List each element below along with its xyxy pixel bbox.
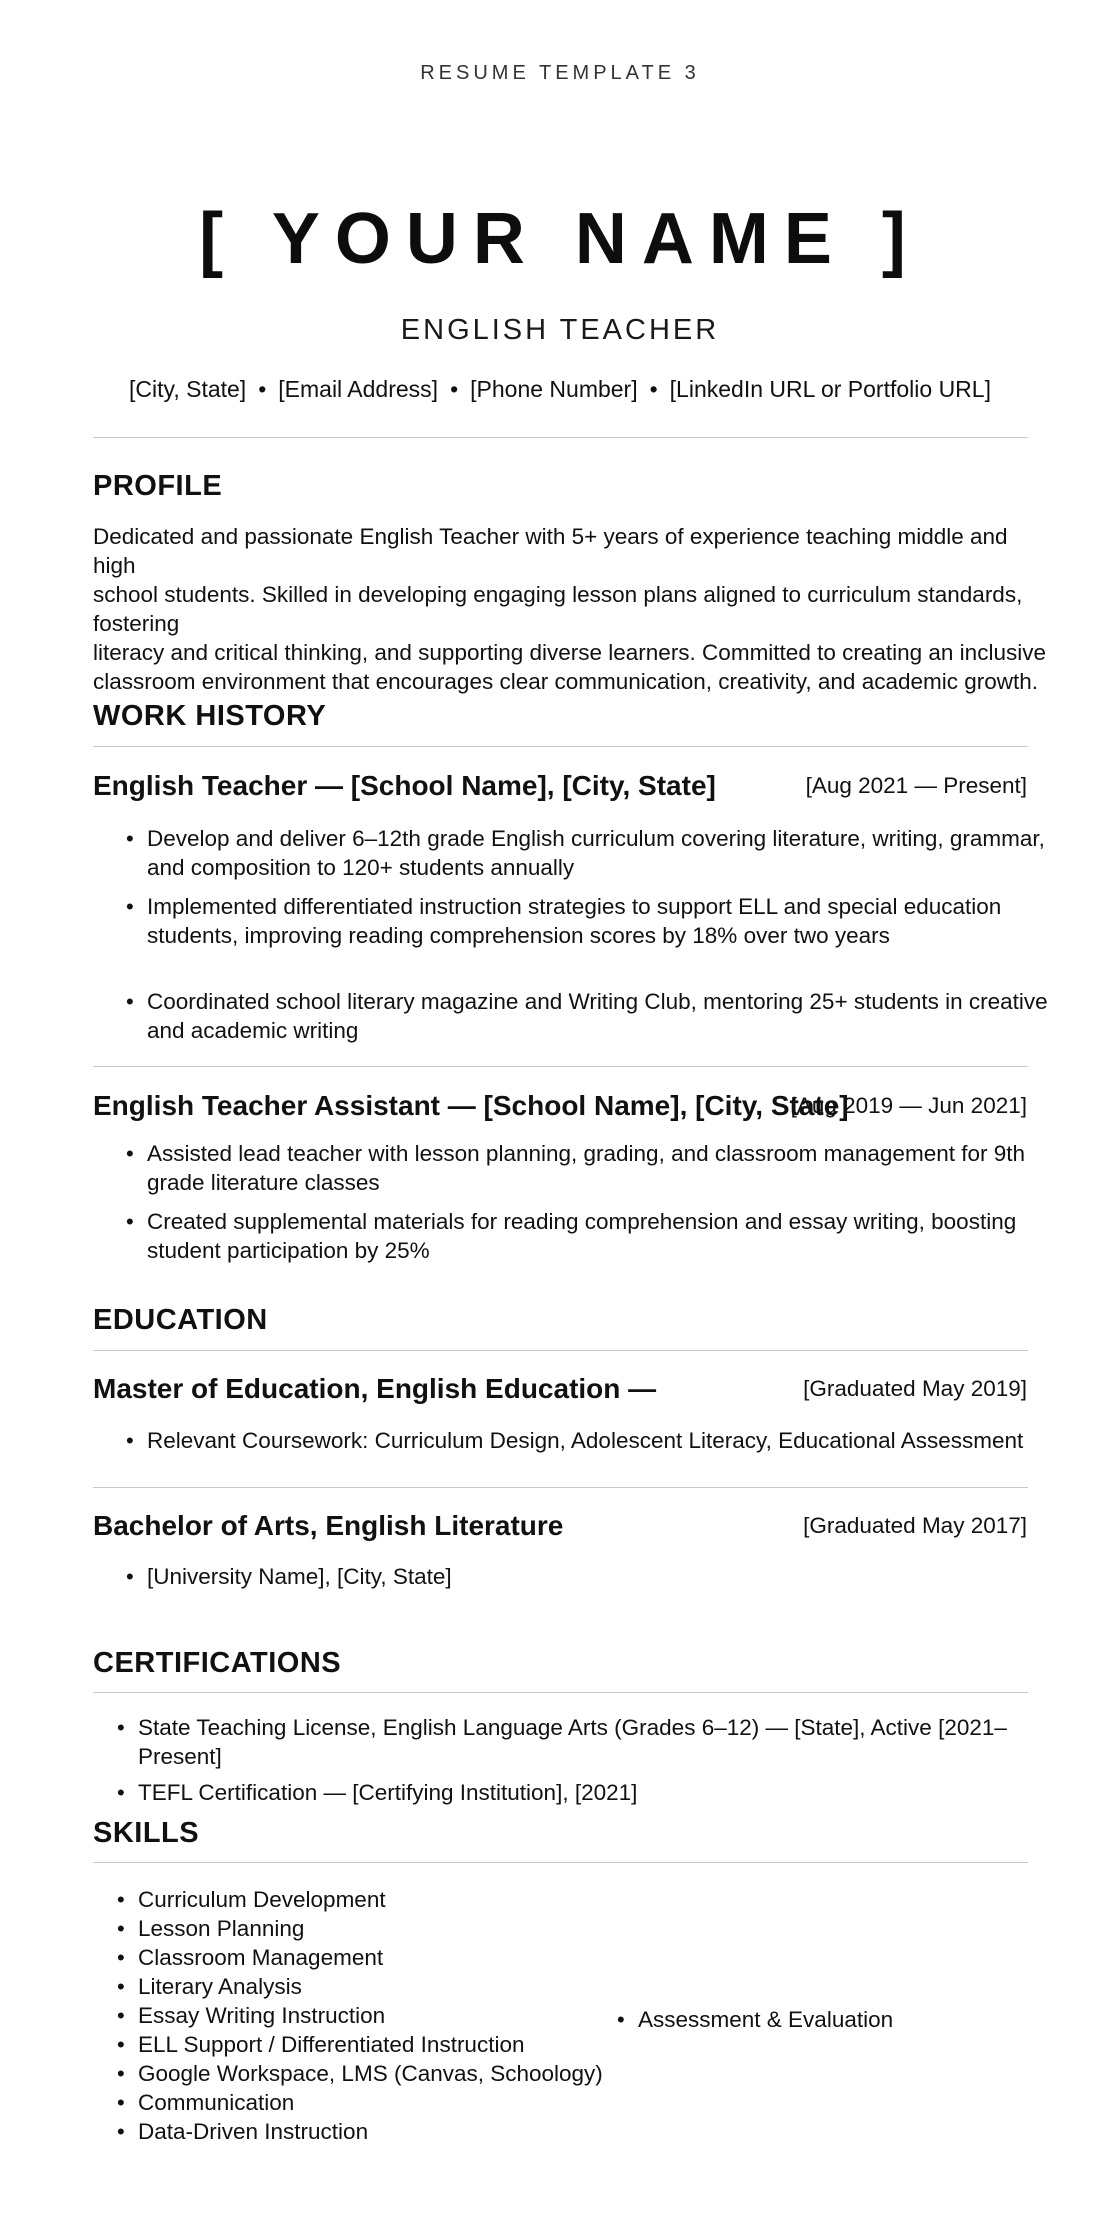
list-item: • Classroom Management xyxy=(93,1943,613,1972)
contact-separator: • xyxy=(258,376,267,402)
profile-line: Dedicated and passionate English Teacher with 5+ years of experience teaching middle and high xyxy=(93,524,1008,578)
education-entry-divider xyxy=(93,1487,1028,1488)
list-item: • Created supplemental materials for reading comprehension and essay writing, boosting student participation by 25% xyxy=(93,1207,1053,1265)
job-divider xyxy=(93,1066,1028,1067)
skills-right-column xyxy=(593,2005,1013,2034)
list-item: • Implemented differentiated instruction strategies to support ELL and special education students, improving reading comprehension scores by 18% over two years xyxy=(93,892,1053,950)
degree-2-title: Bachelor of Arts, English Literature xyxy=(93,1510,564,1541)
job-2-bullets xyxy=(93,1139,1053,1265)
contact-url: [LinkedIn URL or Portfolio URL] xyxy=(669,376,991,402)
contact-email: [Email Address] xyxy=(278,376,439,402)
work-history-heading: WORK HISTORY xyxy=(93,700,327,732)
list-item: • ELL Support / Differentiated Instruction xyxy=(93,2030,613,2059)
contact-line xyxy=(0,376,1120,403)
list-item: • [University Name], [City, State] xyxy=(93,1562,1053,1591)
work-history-divider xyxy=(93,746,1028,747)
profile-heading: PROFILE xyxy=(93,470,223,502)
list-item: • Literary Analysis xyxy=(93,1972,613,2001)
contact-separator: • xyxy=(450,376,459,402)
degree-1-title: Master of Education, English Education — xyxy=(93,1373,657,1404)
skills-divider xyxy=(93,1862,1028,1863)
profile-line: literacy and critical thinking, and supporting diverse learners. Committed to creating an inclusive xyxy=(93,640,1046,665)
profile-line: school students. Skilled in developing engaging lesson plans aligned to curriculum standards, fostering xyxy=(93,582,1023,636)
certifications-heading: CERTIFICATIONS xyxy=(93,1647,342,1679)
skills-heading: SKILLS xyxy=(93,1817,200,1849)
skills-left-column xyxy=(93,1885,613,2146)
education-divider xyxy=(93,1350,1028,1351)
job-1-dates: [Aug 2021 — Present] xyxy=(805,773,1027,798)
degree-1-dates: [Graduated May 2019] xyxy=(803,1376,1027,1401)
list-item: • Assisted lead teacher with lesson planning, grading, and classroom management for 9th grade literature classes xyxy=(93,1139,1053,1197)
header-divider xyxy=(93,437,1028,438)
contact-separator: • xyxy=(649,376,658,402)
list-item: • State Teaching License, English Language Arts (Grades 6–12) — [State], Active [2021–Present] xyxy=(93,1713,1053,1771)
contact-phone: [Phone Number] xyxy=(470,376,638,402)
list-item: • Lesson Planning xyxy=(93,1914,613,1943)
template-label: RESUME TEMPLATE 3 xyxy=(420,62,700,84)
list-item: • TEFL Certification — [Certifying Institution], [2021] xyxy=(93,1778,1053,1807)
candidate-name: [ YOUR NAME ] xyxy=(199,199,921,279)
profile-line: classroom environment that encourages clear communication, creativity, and academic growth. xyxy=(93,669,1039,694)
job-2-dates: [Aug 2019 — Jun 2021] xyxy=(790,1093,1027,1118)
list-item: • Relevant Coursework: Curriculum Design, Adolescent Literacy, Educational Assessment xyxy=(93,1426,1053,1455)
list-item: • Data-Driven Instruction xyxy=(93,2117,613,2146)
list-item: • Develop and deliver 6–12th grade English curriculum covering literature, writing, grammar, and composition to 120+ students annually xyxy=(93,824,1053,882)
certifications-list xyxy=(93,1713,1053,1807)
list-item: • Assessment & Evaluation xyxy=(593,2005,1013,2034)
list-item: • Communication xyxy=(93,2088,613,2117)
job-1-bullets xyxy=(93,824,1053,1045)
profile-summary xyxy=(93,522,1048,696)
contact-city-state: [City, State] xyxy=(129,376,247,402)
list-item: • Essay Writing Instruction xyxy=(93,2001,613,2030)
education-heading: EDUCATION xyxy=(93,1304,268,1336)
job-title-header: ENGLISH TEACHER xyxy=(400,314,720,346)
degree-2-bullets xyxy=(93,1562,1053,1591)
list-item: • Google Workspace, LMS (Canvas, Schoology) xyxy=(93,2059,613,2088)
list-item: • Coordinated school literary magazine and Writing Club, mentoring 25+ students in creative and academic writing xyxy=(93,987,1053,1045)
degree-1-bullets xyxy=(93,1426,1053,1455)
degree-2-dates: [Graduated May 2017] xyxy=(803,1513,1027,1538)
list-item: • Curriculum Development xyxy=(93,1885,613,1914)
certifications-divider xyxy=(93,1692,1028,1693)
job-1-title: English Teacher — [School Name], [City, State] xyxy=(93,770,716,801)
job-2-title: English Teacher Assistant — [School Name], [City, State] xyxy=(93,1090,849,1121)
